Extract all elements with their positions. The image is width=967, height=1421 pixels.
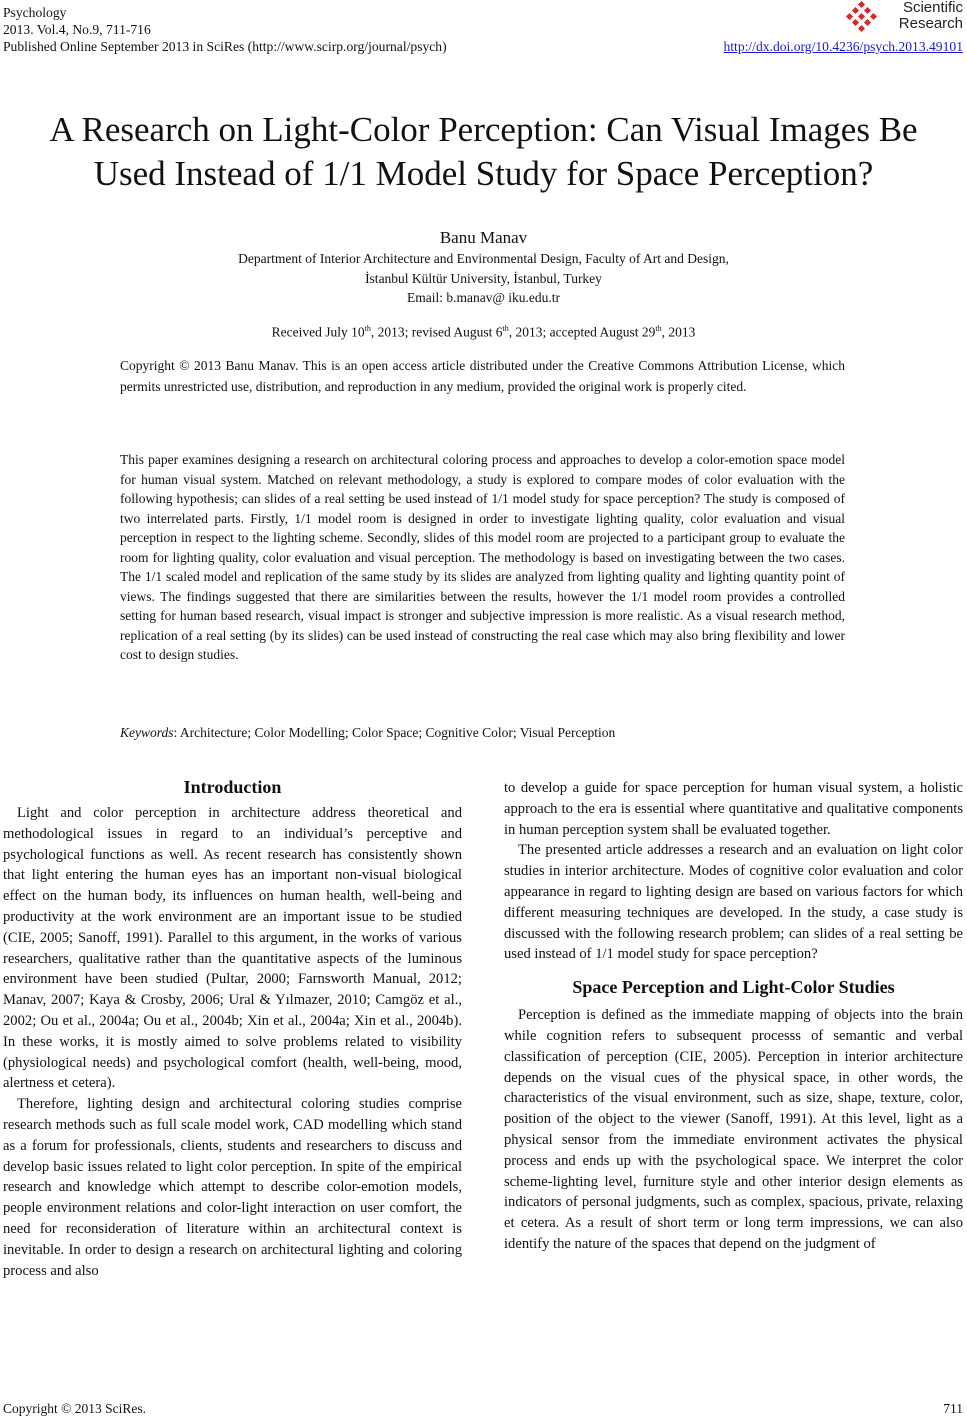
paragraph: to develop a guide for space perception for human visual system, a holistic approach to the era is essential where quantitative and qualitative components in human perception system shall be evaluated together. bbox=[504, 780, 963, 838]
abstract: This paper examines designing a research on architectural coloring process and approaches to develop a color-emotion space model for human visual system. Matched on relevant methodology, a study is explored to compare modes of color evaluation with the following hypothesis; can slides of a real setting be used instead of 1/1 model study for space perception? The study is composed of two interrelated parts. Firstly, 1/1 model room is designed in order to investigate lighting quality, color evaluation and visual perception in respect to the lighting scheme. Secondly, slides of this model room are projected to a participant group to evaluate the room for lighting quality, color evaluation and visual perception. The methodology is based on investigating between the two cases. The 1/1 scaled model and replication of the same study by its slides are analyzed from lighting quality and lighting quantity point of views. The findings suggested that there are similarities between the results, however the 1/1 model room provides a controlled setting for human based research, visual impact is stronger and subjective impression is more realistic. As a visual research method, replication of a real setting (by its slides) can be used instead of constructing the real case which may also bring flexibility and lower cost to design studies. bbox=[120, 452, 845, 663]
keywords-list: : Architecture; Color Modelling; Color Space; Cognitive Color; Visual Perception bbox=[173, 725, 616, 740]
logo-text-line2: Research bbox=[898, 15, 963, 32]
copyright-notice: Copyright © 2013 Banu Manav. This is an open access article distributed under the Creative Commons Attribution License, which permits unrestricted use, distribution, and reproduction in any medium, provided the original work is properly cited. bbox=[120, 358, 845, 394]
journal-volume: 2013. Vol.4, No.9, 711-716 bbox=[3, 22, 151, 37]
published-online-text: Published Online September 2013 in SciRes (http://www.scirp.org/journal/psych) bbox=[3, 39, 447, 54]
author-name: Banu Manav bbox=[439, 228, 528, 247]
received-dates: Received July 10th, 2013; revised August 6th, 2013; accepted August 29th, 2013 bbox=[271, 324, 696, 340]
title-line-2: Used Instead of 1/1 Model Study for Space Perception? bbox=[93, 154, 874, 193]
paragraph: The presented article addresses a research and an evaluation on light color studies in interior architecture. Modes of cognitive color evaluation and color appearance in regard to lighting design are based on various factors for which different measuring techniques are developed. In the study, a case study is discussed with the following research problem; can slides of a real setting be used instead of 1/1 model study for space perception? bbox=[504, 842, 963, 963]
doi-link[interactable]: http://dx.doi.org/10.4236/psych.2013.49101 bbox=[723, 39, 963, 54]
space-perception-heading: Space Perception and Light-Color Studies bbox=[572, 977, 895, 998]
footer-copyright: Copyright © 2013 SciRes. bbox=[3, 1401, 147, 1416]
journal-name: Psychology bbox=[3, 5, 67, 20]
affiliation bbox=[0, 249, 967, 308]
journal-header bbox=[3, 4, 963, 55]
title-line-1: A Research on Light-Color Perception: Can Visual Images Be bbox=[49, 110, 918, 149]
author-email: Email: b.manav@ iku.edu.tr bbox=[406, 290, 561, 305]
affiliation-university: İstanbul Kültür University, İstanbul, Turkey bbox=[365, 270, 602, 286]
scientific-research-logo bbox=[843, 0, 963, 34]
keywords bbox=[120, 723, 845, 743]
introduction-heading: Introduction bbox=[183, 777, 282, 797]
publication-line bbox=[3, 38, 963, 55]
logo-diamond-icon bbox=[843, 1, 879, 35]
right-column bbox=[504, 778, 963, 1255]
logo-text-line1: Scientific bbox=[902, 0, 963, 16]
left-column bbox=[3, 775, 462, 1281]
paragraph: Light and color perception in architecture address theoretical and methodological issues in regard to an individual’s perceptive and psychological functions as well. As recent research has consistently shown that light entering the human eyes has an important non-visual biological effect on the human body, its influences on human health, well-being and productivity at the work environment are an important issue to be studied (CIE, 2005; Sanoff, 1991). Parallel to this argument, in the works of various researchers, qualitative rather than the quantitative aspects of the luminous environment have been studied (Pultar, 2000; Farnsworth Manual, 2012; Manav, 2007; Kaya & Crosby, 2006; Ural & Yılmazer, 2010; Camgöz et al., 2002; Ou et al., 2004a; Ou et al., 2004b; Xin et al., 2004a; Xin et al., 2004b). In these works, it is mostly aimed to solve problems related to visibility (physiological needs) and psychological comfort (health, well-being, mood, alertness et cetera). bbox=[3, 805, 462, 1092]
paragraph: Perception is defined as the immediate mapping of objects into the brain while cognition refers to subsequent processs of semantic and verbal classification of perception (CIE, 2005). Perception in interior architecture depends on the visual cues of the physical space, in other words, the characteristics of the visual environment, such as size, shape, texture, color, position of the object to the viewer (Sanoff, 1991). At this level, light as a physical sensor from the immediate environment activates the physical process and ends up with the psychological space. We interpret the color scheme-lighting level, furniture style and other interior design elements as indicators of personal judgments, such as complex, spacious, private, relaxing et cetera. As a result of short term or long term impressions, we can also identify the nature of the spaces that depend on the judgment of bbox=[504, 1007, 963, 1252]
page-number: 711 bbox=[943, 1401, 963, 1416]
paragraph: Therefore, lighting design and architectural coloring studies comprise research methods such as full scale model work, CAD modelling which stand as a forum for professionals, clients, students and researchers to discuss and develop basic issues related to light color perception. In spite of the empirical research and knowledge which attempt to describe color-emotion models, people environment relations and color-light interaction on user comfort, the need for reconsideration of literature within an architectural context is inevitable. In order to design a research on architectural lighting and coloring process and also bbox=[3, 1096, 462, 1279]
page-footer bbox=[3, 1401, 963, 1417]
keywords-label: Keywords bbox=[120, 725, 174, 740]
affiliation-department: Department of Interior Architecture and Environmental Design, Faculty of Art and Design, bbox=[238, 251, 729, 266]
paper-title bbox=[0, 108, 967, 196]
